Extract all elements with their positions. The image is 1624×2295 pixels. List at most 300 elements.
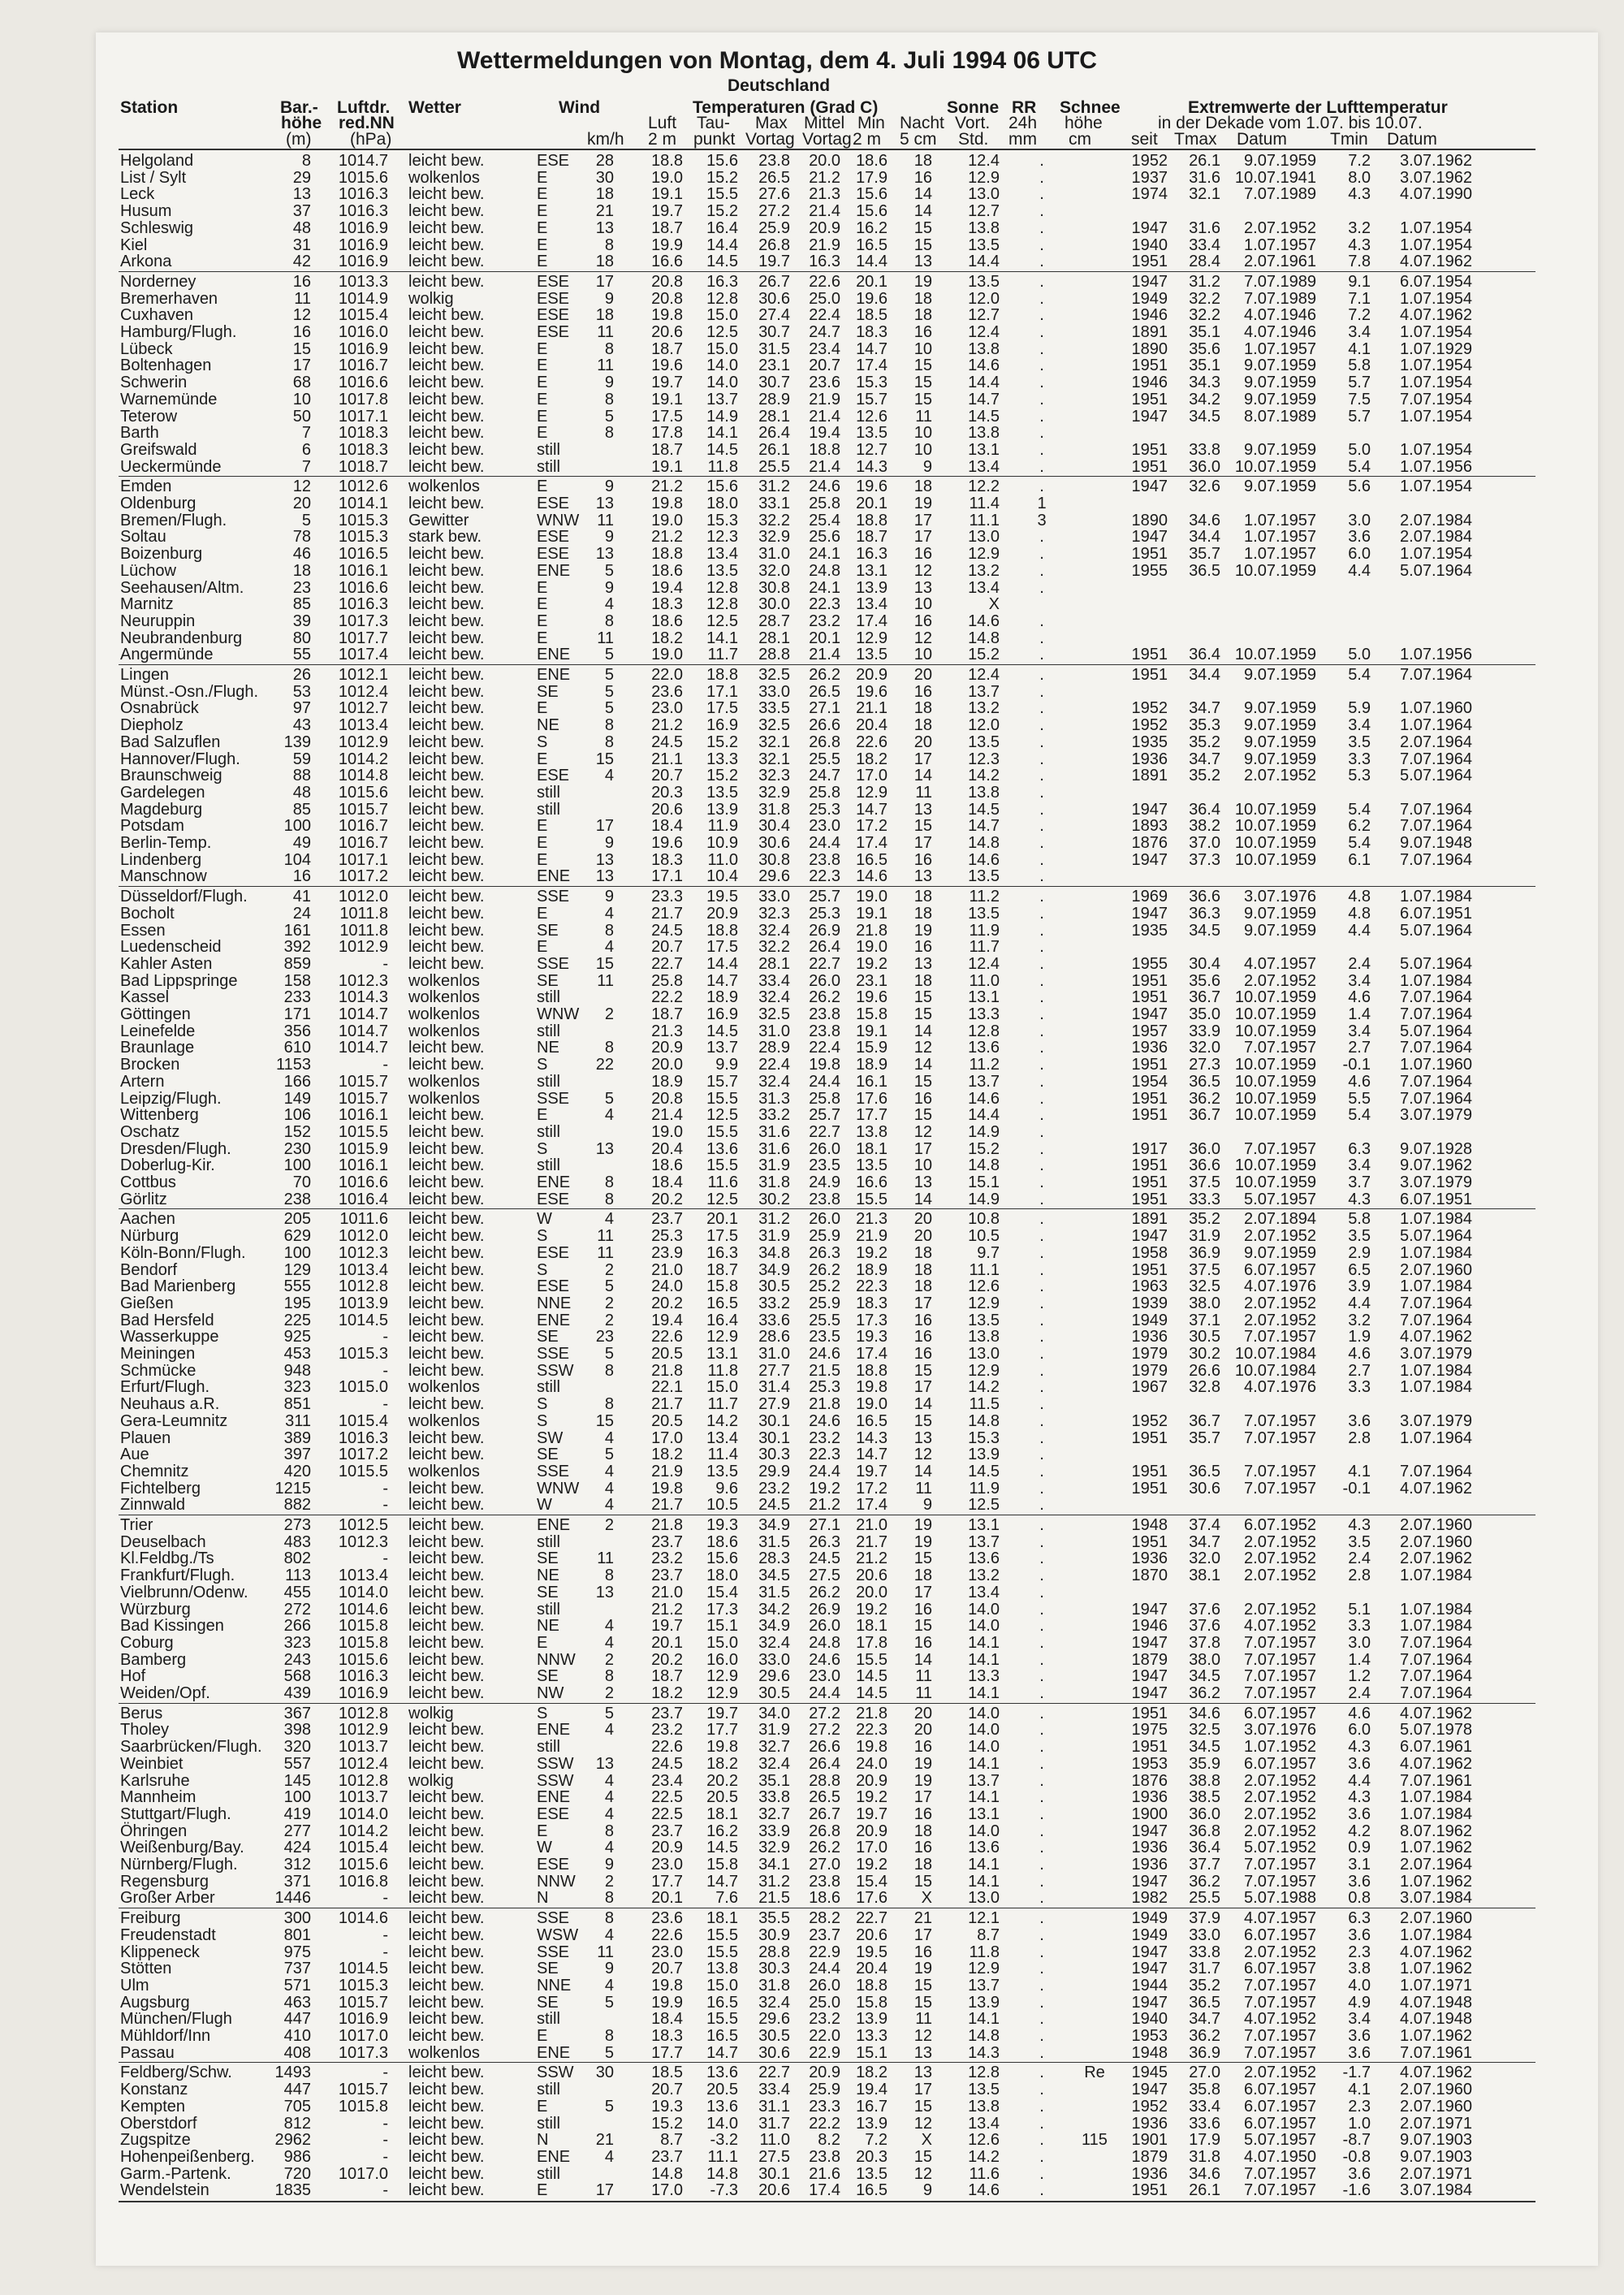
cell-druck: 1014.9 xyxy=(338,289,388,308)
cell-taupunkt: 15.5 xyxy=(706,1089,738,1108)
cell-tmax: 36.6 xyxy=(1189,1156,1220,1175)
cell-rr: . xyxy=(1039,1667,1044,1686)
table-row xyxy=(96,1430,1598,1447)
cell-mittel: 21.4 xyxy=(809,646,840,664)
cell-max: 31.5 xyxy=(758,1583,790,1601)
cell-wetter: Gewitter xyxy=(408,511,469,529)
cell-datum-max: 2.07.1952 xyxy=(1244,1788,1316,1807)
cell-datum-max: 4.07.1946 xyxy=(1244,323,1316,341)
station-name: Bremerhaven xyxy=(120,289,218,308)
station-name: Regensburg xyxy=(120,1872,209,1891)
cell-seit: 1951 xyxy=(1131,1738,1168,1757)
cell-wind-dir: ESE xyxy=(537,545,570,564)
cell-rr: . xyxy=(1039,867,1044,886)
report-sheet xyxy=(96,32,1598,2266)
cell-wetter: leicht bew. xyxy=(408,817,485,836)
cell-hoehe: 557 xyxy=(283,1754,311,1773)
cell-wind-dir: E xyxy=(537,168,548,187)
cell-datum-min: 7.07.1964 xyxy=(1400,988,1472,1007)
cell-seit: 1951 xyxy=(1131,457,1168,476)
cell-hoehe: 455 xyxy=(283,1583,311,1601)
cell-mittel: 23.0 xyxy=(809,817,840,836)
table-row xyxy=(96,203,1598,220)
group-divider xyxy=(119,1703,1535,1704)
cell-wind-speed: 21 xyxy=(595,2131,614,2150)
cell-mittel: 26.0 xyxy=(809,971,840,990)
cell-max: 26.4 xyxy=(758,424,790,443)
cell-tmin: 3.5 xyxy=(1348,1227,1371,1246)
cell-luft: 20.2 xyxy=(651,1294,683,1312)
cell-luft: 19.6 xyxy=(651,357,683,375)
cell-taupunkt: 12.3 xyxy=(706,528,738,547)
cell-druck: - xyxy=(382,2131,388,2150)
cell-druck: 1013.4 xyxy=(338,1260,388,1279)
cell-min: 19.7 xyxy=(856,1804,888,1823)
cell-wind-dir: SE xyxy=(537,1667,559,1686)
table-row xyxy=(96,1685,1598,1702)
cell-sonne: 14.0 xyxy=(968,1738,1000,1757)
cell-luft: 21.7 xyxy=(651,1395,683,1414)
cell-tmin: 3.4 xyxy=(1348,971,1371,990)
station-name: Warnemünde xyxy=(120,390,218,408)
cell-druck: 1012.3 xyxy=(338,971,388,990)
cell-rr: . xyxy=(1039,457,1044,476)
station-name: Köln-Bonn/Flugh. xyxy=(120,1243,246,1262)
cell-nacht: 20 xyxy=(914,666,932,684)
cell-luft: 15.2 xyxy=(651,2114,683,2133)
cell-rr: . xyxy=(1039,954,1044,973)
cell-max: 29.6 xyxy=(758,1667,790,1686)
cell-tmax: 36.7 xyxy=(1189,1411,1220,1430)
cell-wind-speed: 9 xyxy=(604,289,614,308)
cell-datum-min: 1.07.1984 xyxy=(1400,1378,1472,1397)
cell-taupunkt: -3.2 xyxy=(710,2131,738,2150)
cell-hoehe: 23 xyxy=(292,578,311,597)
cell-mittel: 21.4 xyxy=(809,457,840,476)
cell-tmax: 34.7 xyxy=(1189,699,1220,718)
cell-datum-min: 2.07.1984 xyxy=(1400,511,1472,529)
cell-min: 19.0 xyxy=(856,938,888,957)
cell-nacht: 17 xyxy=(914,1378,932,1397)
cell-taupunkt: 15.5 xyxy=(706,1122,738,1141)
cell-taupunkt: 15.1 xyxy=(706,1617,738,1636)
cell-datum-max: 2.07.1952 xyxy=(1244,1943,1316,1961)
cell-tmin: 5.0 xyxy=(1348,440,1371,459)
cell-min: 19.6 xyxy=(856,988,888,1007)
cell-mittel: 24.4 xyxy=(809,1462,840,1480)
cell-hoehe: 50 xyxy=(292,407,311,426)
cell-wetter: leicht bew. xyxy=(408,374,485,392)
cell-luft: 23.7 xyxy=(651,1704,683,1722)
cell-luft: 22.6 xyxy=(651,1738,683,1757)
table-row xyxy=(96,734,1598,751)
cell-datum-max: 4.07.1946 xyxy=(1244,306,1316,325)
cell-taupunkt: 19.8 xyxy=(706,1738,738,1757)
cell-wetter: leicht bew. xyxy=(408,850,485,869)
station-name: Tholey xyxy=(120,1721,170,1740)
cell-mittel: 24.7 xyxy=(809,323,840,341)
cell-max: 28.9 xyxy=(758,390,790,408)
cell-wetter: leicht bew. xyxy=(408,253,485,271)
cell-min: 15.8 xyxy=(856,1993,888,2012)
cell-nacht: 17 xyxy=(914,511,932,529)
cell-luft: 21.2 xyxy=(651,528,683,547)
cell-rr: . xyxy=(1039,629,1044,647)
cell-datum-min: 3.07.1962 xyxy=(1400,168,1472,187)
cell-hoehe: 398 xyxy=(283,1721,311,1740)
station-name: Fichtelberg xyxy=(120,1479,201,1498)
cell-min: 19.8 xyxy=(856,1378,888,1397)
cell-tmin: -0.8 xyxy=(1342,2147,1371,2166)
cell-taupunkt: 19.7 xyxy=(706,1704,738,1722)
cell-wind-speed: 5 xyxy=(604,407,614,426)
cell-rr: . xyxy=(1039,1684,1044,1702)
table-row xyxy=(96,684,1598,701)
cell-hoehe: 233 xyxy=(283,988,311,1007)
cell-wind-speed: 8 xyxy=(604,1889,614,1908)
cell-luft: 18.6 xyxy=(651,561,683,580)
col-luft-2: 2 m xyxy=(648,130,677,149)
cell-max: 32.9 xyxy=(758,528,790,547)
table-row xyxy=(96,989,1598,1006)
cell-wind-dir: SSW xyxy=(537,2064,574,2082)
cell-nacht: 18 xyxy=(914,1277,932,1296)
cell-druck: 1012.7 xyxy=(338,699,388,718)
cell-wind-speed: 17 xyxy=(595,2181,614,2200)
station-name: Plauen xyxy=(120,1428,171,1447)
cell-hoehe: 410 xyxy=(283,2027,311,2045)
cell-mittel: 26.6 xyxy=(809,1738,840,1757)
cell-mittel: 22.2 xyxy=(809,2114,840,2133)
cell-min: 20.4 xyxy=(856,716,888,735)
station-name: Bad Lippspringe xyxy=(120,971,238,990)
cell-tmax: 37.6 xyxy=(1189,1600,1220,1619)
cell-rr: . xyxy=(1039,1721,1044,1740)
col-schnee-3: cm xyxy=(1069,130,1091,149)
cell-nacht: 10 xyxy=(914,1156,932,1175)
cell-wind-dir: SE xyxy=(537,682,559,701)
cell-nacht: 19 xyxy=(914,1516,932,1534)
cell-min: 19.1 xyxy=(856,1022,888,1040)
cell-wind-dir: still xyxy=(537,2114,560,2133)
cell-nacht: 12 xyxy=(914,1122,932,1141)
table-row xyxy=(96,1960,1598,1977)
cell-hoehe: 859 xyxy=(283,954,311,973)
cell-taupunkt: 17.7 xyxy=(706,1721,738,1740)
cell-max: 31.5 xyxy=(758,1532,790,1551)
cell-sonne: 13.1 xyxy=(968,988,1000,1007)
cell-datum-min: 1.07.1929 xyxy=(1400,339,1472,358)
cell-tmin: -0.1 xyxy=(1342,1056,1371,1074)
cell-seit: 1947 xyxy=(1131,1667,1168,1686)
cell-seit: 1891 xyxy=(1131,323,1168,341)
cell-mittel: 22.7 xyxy=(809,954,840,973)
col-luft-1: Luft xyxy=(648,114,677,132)
cell-wind-dir: ENE xyxy=(537,646,571,664)
cell-taupunkt: 11.4 xyxy=(707,1446,738,1464)
cell-nacht: 14 xyxy=(914,1650,932,1669)
cell-mittel: 18.6 xyxy=(809,1889,840,1908)
cell-datum-min: 7.07.1964 xyxy=(1400,666,1472,684)
cell-druck: 1014.5 xyxy=(338,1960,388,1978)
cell-taupunkt: 14.4 xyxy=(706,954,738,973)
cell-min: 16.5 xyxy=(856,1411,888,1430)
cell-max: 31.8 xyxy=(758,1173,790,1191)
cell-datum-min: 9.07.1903 xyxy=(1400,2147,1472,2166)
cell-seit: 1936 xyxy=(1131,750,1168,768)
cell-wind-dir: NNE xyxy=(537,1976,572,1995)
cell-tmax: 35.2 xyxy=(1189,767,1220,785)
table-row xyxy=(96,1329,1598,1346)
cell-tmax: 38.2 xyxy=(1189,817,1220,836)
cell-wetter: leicht bew. xyxy=(408,1943,485,1961)
cell-luft: 17.5 xyxy=(651,407,683,426)
cell-nacht: 18 xyxy=(914,888,932,906)
cell-wind-dir: still xyxy=(537,783,560,802)
cell-sonne: 14.5 xyxy=(968,407,1000,426)
cell-luft: 20.4 xyxy=(651,1139,683,1158)
station-name: Hamburg/Flugh. xyxy=(120,323,237,341)
cell-luft: 24.0 xyxy=(651,1277,683,1296)
cell-wind-speed: 4 xyxy=(604,1771,614,1790)
cell-luft: 23.7 xyxy=(651,1567,683,1585)
cell-max: 32.9 xyxy=(758,1839,790,1857)
cell-mittel: 25.7 xyxy=(809,888,840,906)
cell-luft: 19.1 xyxy=(651,390,683,408)
cell-rr: . xyxy=(1039,1822,1044,1840)
cell-luft: 20.0 xyxy=(651,1056,683,1074)
cell-hoehe: 1215 xyxy=(274,1479,311,1498)
cell-tmin: 7.1 xyxy=(1348,289,1371,308)
cell-datum-max: 1.07.1957 xyxy=(1244,236,1316,254)
cell-wind-speed: 13 xyxy=(595,218,614,237)
cell-sonne: 11.9 xyxy=(969,921,1000,940)
cell-taupunkt: 16.0 xyxy=(706,1650,738,1669)
cell-tmax: 34.7 xyxy=(1189,750,1220,768)
cell-datum-min: 7.07.1964 xyxy=(1400,850,1472,869)
cell-taupunkt: 13.3 xyxy=(706,750,738,768)
cell-sonne: 14.0 xyxy=(968,1600,1000,1619)
cell-sonne: 15.2 xyxy=(968,1139,1000,1158)
cell-hoehe: 166 xyxy=(283,1072,311,1091)
cell-nacht: 18 xyxy=(914,904,932,923)
cell-druck: 1012.4 xyxy=(338,682,388,701)
cell-wind-dir: E xyxy=(537,424,548,443)
cell-nacht: 19 xyxy=(914,1771,932,1790)
cell-min: 18.3 xyxy=(856,323,888,341)
cell-wind-speed: 11 xyxy=(597,971,614,990)
cell-datum-max: 7.07.1957 xyxy=(1244,1039,1316,1057)
cell-sonne: 13.7 xyxy=(968,1072,1000,1091)
cell-datum-min: 7.07.1964 xyxy=(1400,1089,1472,1108)
cell-wetter: wolkenlos xyxy=(408,1462,480,1480)
cell-mittel: 20.7 xyxy=(809,357,840,375)
cell-hoehe: 420 xyxy=(283,1462,311,1480)
cell-rr: . xyxy=(1039,1549,1044,1568)
table-row xyxy=(96,1191,1598,1208)
cell-druck: - xyxy=(382,1925,388,1944)
cell-max: 29.6 xyxy=(758,2010,790,2029)
cell-tmin: 3.6 xyxy=(1348,2164,1371,2183)
cell-hoehe: 171 xyxy=(283,1005,311,1023)
cell-datum-min: 4.07.1962 xyxy=(1400,1754,1472,1773)
cell-hoehe: 152 xyxy=(283,1122,311,1141)
cell-luft: 17.0 xyxy=(651,2181,683,2200)
col-tmax: Tmax xyxy=(1174,130,1217,149)
cell-taupunkt: 10.4 xyxy=(706,867,738,886)
cell-rr: . xyxy=(1039,424,1044,443)
cell-datum-min: 4.07.1948 xyxy=(1400,1993,1472,2012)
cell-wetter: leicht bew. xyxy=(408,407,485,426)
cell-wetter: wolkig xyxy=(408,1771,454,1790)
cell-seit: 1947 xyxy=(1131,1005,1168,1023)
cell-nacht: 15 xyxy=(914,1976,932,1995)
cell-wind-speed: 5 xyxy=(604,646,614,664)
cell-datum-max: 2.07.1952 xyxy=(1244,1771,1316,1790)
cell-mittel: 25.5 xyxy=(809,750,840,768)
cell-sonne: 11.2 xyxy=(969,888,1000,906)
cell-taupunkt: 15.5 xyxy=(706,1943,738,1961)
cell-tmax: 36.6 xyxy=(1189,888,1220,906)
cell-mittel: 26.2 xyxy=(809,1583,840,1601)
cell-datum-max: 10.07.1959 xyxy=(1234,1173,1316,1191)
cell-wind-speed: 11 xyxy=(597,629,614,647)
cell-sonne: 13.8 xyxy=(968,2097,1000,2116)
cell-rr: . xyxy=(1039,152,1044,170)
cell-datum-max: 1.07.1952 xyxy=(1244,1738,1316,1757)
cell-druck: 1014.7 xyxy=(338,152,388,170)
cell-tmin: 3.6 xyxy=(1348,1411,1371,1430)
cell-seit: 1917 xyxy=(1131,1139,1168,1158)
cell-wind-speed: 2 xyxy=(604,1260,614,1279)
cell-wetter: leicht bew. xyxy=(408,2181,485,2200)
cell-taupunkt: 14.7 xyxy=(706,2043,738,2062)
cell-rr: . xyxy=(1039,289,1044,308)
cell-wind-dir: E xyxy=(537,629,548,647)
cell-wetter: wolkenlos xyxy=(408,168,480,187)
cell-wind-speed: 2 xyxy=(604,1294,614,1312)
cell-datum-min: 1.07.1984 xyxy=(1400,1567,1472,1585)
cell-sonne: 13.5 xyxy=(968,2081,1000,2099)
cell-min: 15.3 xyxy=(856,374,888,392)
station-name: Freiburg xyxy=(120,1909,181,1928)
cell-sonne: 12.9 xyxy=(968,1294,1000,1312)
cell-luft: 19.1 xyxy=(651,185,683,204)
cell-seit: 1951 xyxy=(1131,390,1168,408)
station-name: München/Flugh xyxy=(120,2010,232,2029)
cell-tmax: 34.4 xyxy=(1189,666,1220,684)
cell-wind-speed: 2 xyxy=(604,1872,614,1891)
station-name: Schmücke xyxy=(120,1361,197,1380)
cell-hoehe: 7 xyxy=(301,457,311,476)
cell-datum-max: 10.07.1959 xyxy=(1234,1156,1316,1175)
cell-druck: 1015.6 xyxy=(338,168,388,187)
cell-sonne: 12.7 xyxy=(968,202,1000,221)
cell-taupunkt: 14.0 xyxy=(706,2114,738,2133)
cell-wind-speed: 5 xyxy=(604,1345,614,1363)
table-row xyxy=(96,1107,1598,1124)
cell-datum-min: 7.07.1964 xyxy=(1400,1039,1472,1057)
station-name: Leck xyxy=(120,185,155,204)
table-row xyxy=(96,1927,1598,1944)
cell-rr: . xyxy=(1039,1479,1044,1498)
cell-datum-min: 1.07.1984 xyxy=(1400,1788,1472,1807)
cell-seit: 1935 xyxy=(1131,733,1168,751)
cell-tmin: 4.6 xyxy=(1348,1704,1371,1722)
cell-nacht: 14 xyxy=(914,185,932,204)
cell-wind-speed: 8 xyxy=(604,1667,614,1686)
cell-datum-min: 1.07.1954 xyxy=(1400,236,1472,254)
cell-seit: 1951 xyxy=(1131,253,1168,271)
cell-taupunkt: 15.2 xyxy=(706,767,738,785)
station-name: Luedenscheid xyxy=(120,938,222,957)
station-name: Greifswald xyxy=(120,440,197,459)
table-row xyxy=(96,307,1598,324)
cell-rr: . xyxy=(1039,218,1044,237)
table-row xyxy=(96,767,1598,784)
col-bar-2: höhe xyxy=(281,114,322,132)
cell-sonne: 12.0 xyxy=(968,716,1000,735)
cell-wetter: leicht bew. xyxy=(408,1549,485,1568)
cell-rr: . xyxy=(1039,850,1044,869)
table-row xyxy=(96,751,1598,768)
station-name: Deuselbach xyxy=(120,1532,206,1551)
cell-mittel: 23.2 xyxy=(809,1428,840,1447)
cell-wetter: leicht bew. xyxy=(408,1650,485,1669)
cell-hoehe: 100 xyxy=(283,1788,311,1807)
cell-max: 31.2 xyxy=(758,478,790,496)
cell-hoehe: 11 xyxy=(294,289,311,308)
cell-rr: . xyxy=(1039,339,1044,358)
cell-rr: . xyxy=(1039,1960,1044,1978)
cell-taupunkt: 11.7 xyxy=(707,1395,738,1414)
cell-taupunkt: 17.5 xyxy=(706,699,738,718)
cell-hoehe: 300 xyxy=(283,1909,311,1928)
cell-wind-speed: 9 xyxy=(604,1856,614,1874)
cell-tmax: 37.3 xyxy=(1189,850,1220,869)
cell-taupunkt: 20.1 xyxy=(706,1210,738,1229)
col-nacht-1: Nacht xyxy=(900,114,944,132)
cell-max: 30.6 xyxy=(758,834,790,852)
station-name: Teterow xyxy=(120,407,178,426)
cell-datum-max: 10.07.1959 xyxy=(1234,1106,1316,1125)
cell-taupunkt: 17.1 xyxy=(706,682,738,701)
cell-wind-speed: 5 xyxy=(604,1993,614,2012)
cell-wetter: leicht bew. xyxy=(408,1684,485,1702)
cell-rr: . xyxy=(1039,1704,1044,1722)
cell-max: 25.5 xyxy=(758,457,790,476)
cell-hoehe: 100 xyxy=(283,817,311,836)
cell-taupunkt: 11.1 xyxy=(707,2147,738,2166)
cell-max: 30.3 xyxy=(758,1446,790,1464)
cell-hoehe: 447 xyxy=(283,2010,311,2029)
cell-rr: . xyxy=(1039,202,1044,221)
cell-taupunkt: 14.1 xyxy=(706,424,738,443)
cell-tmax: 25.5 xyxy=(1189,1889,1220,1908)
cell-wind-speed: 5 xyxy=(604,666,614,684)
cell-datum-max: 7.07.1989 xyxy=(1244,185,1316,204)
table-row xyxy=(96,1652,1598,1669)
cell-luft: 19.0 xyxy=(651,646,683,664)
cell-min: 13.5 xyxy=(856,2164,888,2183)
cell-max: 27.6 xyxy=(758,185,790,204)
cell-min: 21.7 xyxy=(856,1532,888,1551)
cell-luft: 22.6 xyxy=(651,1328,683,1346)
cell-wind-dir: SE xyxy=(537,921,559,940)
cell-datum-max: 7.07.1957 xyxy=(1244,1479,1316,1498)
cell-nacht: 9 xyxy=(922,2181,932,2200)
cell-luft: 18.7 xyxy=(651,1005,683,1023)
